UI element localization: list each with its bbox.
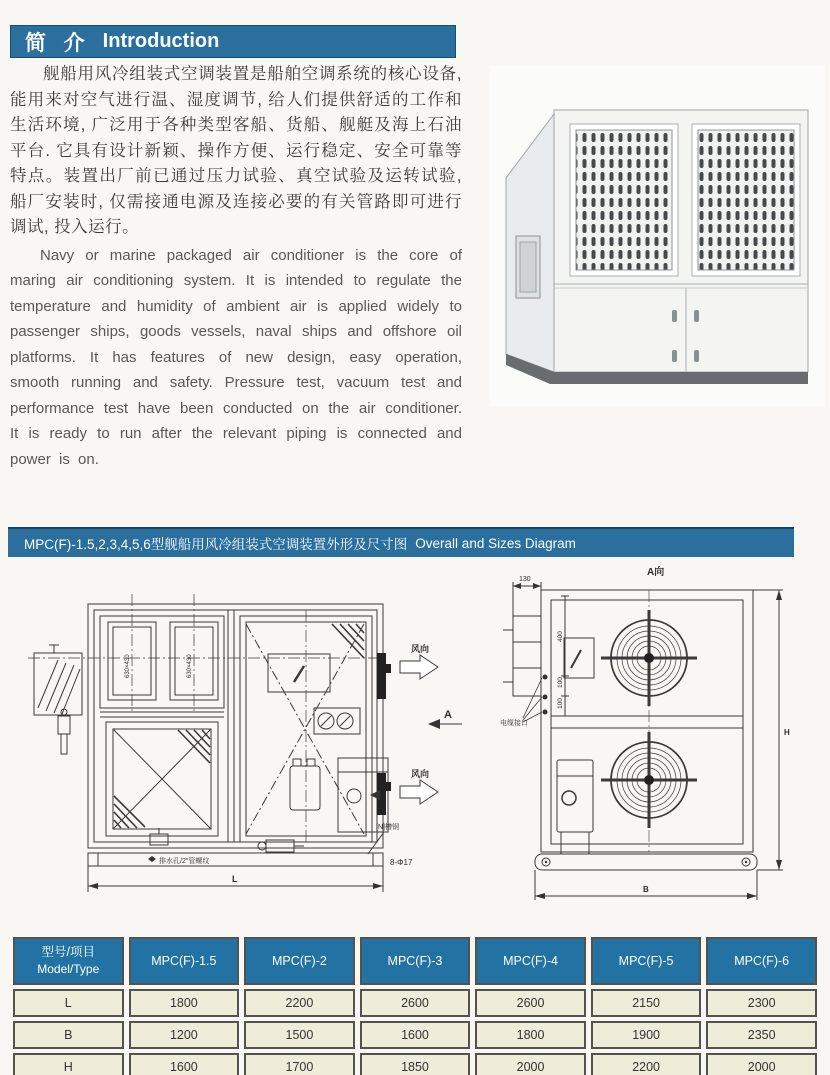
dimension-value: 2000 [706,1053,817,1075]
dimension-value: 1500 [244,1021,355,1049]
table-header-mpc-f-1.5: MPC(F)-1.5 [129,937,240,985]
section-a-arrow-icon [428,719,440,729]
louver-size-label-1: 630×430 [125,654,131,678]
table-header-mpc-f-5: MPC(F)-5 [591,937,702,985]
dim-130-label: 130 [519,576,531,583]
dim-400-label: 400 [557,631,564,642]
table-row-b [13,1021,817,1049]
row-label-b: B [13,1021,124,1049]
dimension-value: 2200 [244,989,355,1017]
channel-steel-label: [N]槽钢 [376,824,399,831]
section-banner [8,527,794,557]
dimension-value: 2150 [591,989,702,1017]
intro-paragraph-zh: 舰船用风冷组装式空调装置是船舶空调系统的核心设备, 能用来对空气进行温、湿度调节, 给人们提供舒适的工作和生活环境, 广泛用于各种类型客船、货船、舰艇及海上石油平台. 它具有设计新颖、操作方便、运行稳定、安全可靠等特点。装置出厂前已通过压力试验、真空试验及运转试验, 船厂安装时, 仅需接通电源及连接必要的有关管路即可进行调试, 投入运行。 [10,65,462,236]
side-view-drawing [498,560,810,918]
intro-title-en: Introduction [102,30,220,52]
product-photo [490,66,825,406]
table-header-mpc-f-2: MPC(F)-2 [244,937,355,985]
intro-title-zh: 简 介 [25,31,87,55]
dimension-value: 1800 [475,1021,586,1049]
section-a-label: A [444,709,452,721]
dim-L-label: L [232,874,238,884]
table-row-h [13,1053,817,1075]
banner-text-zh: MPC(F)-1.5,2,3,4,5,6型舰船用风冷组装式空调装置外形及尺寸图 [24,537,408,552]
wind-arrow-bottom-icon [400,780,438,804]
banner-text-en: Overall and Sizes Diagram [415,535,576,551]
table-header-row [13,937,817,985]
view-a-title: A向 [647,567,665,578]
dimension-value: 2000 [475,1053,586,1075]
size-table [8,933,822,1075]
dim-100-label-b: 100 [557,698,564,709]
dimension-value: 1700 [244,1053,355,1075]
dimension-value: 1900 [591,1021,702,1049]
row-label-h: H [13,1053,124,1075]
wind-direction-label-top: 风向 [411,644,430,654]
dimension-value: 2200 [591,1053,702,1075]
bolt-holes-label: 8-Φ17 [390,858,413,867]
dimension-value: 1200 [129,1021,240,1049]
dimension-value: 2300 [706,989,817,1017]
dimension-value: 2350 [706,1021,817,1049]
intro-paragraph-en: Navy or marine packaged air conditioner is the core of maring air conditioning system. It is intended to regulate the temperature and humidity of ambient air is applied widely to passenger ships, goods vessels, naval ships and offshore oil platforms. It has features of new design, easy operation, smooth running and safety. Pressure test, vacuum test and performance test have been conducted on the air conditioner. It is ready to run after the relevant piping is connected and power is on. [10,246,462,468]
table-row-l [13,989,817,1017]
dimension-value: 1600 [360,1021,471,1049]
drain-hole-label: 排水孔/2″管螺纹 [159,858,210,865]
dim-100-label-a: 100 [557,677,564,688]
dimension-value: 2600 [475,989,586,1017]
cable-port-label: 电缆接口 [500,720,528,727]
row-label-l: L [13,989,124,1017]
dimension-value: 1800 [129,989,240,1017]
wind-arrow-top-icon [400,655,438,679]
wind-direction-label-bottom: 风向 [411,769,430,779]
table-corner-header: 型号/项目 Model/Type [13,937,124,985]
dimension-value: 2600 [360,989,471,1017]
intro-text-block [10,62,462,472]
intro-header-bar [10,25,456,58]
front-view-drawing [28,566,473,911]
table-header-mpc-f-6: MPC(F)-6 [706,937,817,985]
louver-size-label-2: 630×430 [187,654,193,678]
size-table-section [8,933,822,1075]
table-header-mpc-f-3: MPC(F)-3 [360,937,471,985]
dimension-value: 1600 [129,1053,240,1075]
dimension-value: 1850 [360,1053,471,1075]
table-header-mpc-f-4: MPC(F)-4 [475,937,586,985]
dim-H-label: H [784,728,790,737]
dim-B-label: B [643,885,649,894]
air-conditioner-photo-illustration [490,66,825,406]
